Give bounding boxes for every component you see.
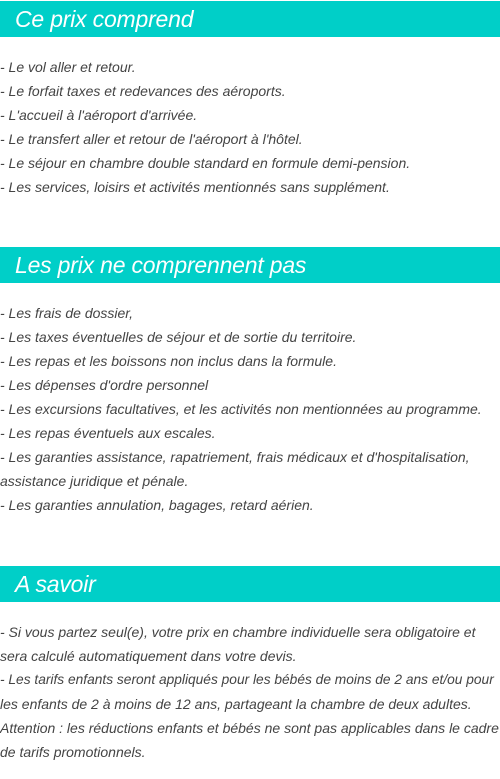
- attention-note: Attention : les réductions enfants et bébés ne sont pas applicables dans le cadre: [0, 720, 499, 736]
- list-item-continued: les enfants de 2 à moins de 12 ans, partageant la chambre de deux adultes.: [0, 696, 472, 712]
- section-title: Les prix ne comprennent pas: [0, 247, 500, 283]
- list-item: - Les dépenses d'ordre personnel: [0, 377, 209, 393]
- attention-note-continued: de tarifs promotionnels.: [0, 744, 146, 760]
- section-title: Ce prix comprend: [0, 1, 500, 37]
- list-item: - Les frais de dossier,: [0, 305, 134, 321]
- list-item: - Le transfert aller et retour de l'aéroport à l'hôtel.: [0, 131, 303, 147]
- list-item: - Les tarifs enfants seront appliqués pour les bébés de moins de 2 ans et/ou pour: [0, 672, 494, 687]
- list-item: - Les repas éventuels aux escales.: [0, 425, 216, 441]
- section-body: [0, 37, 500, 199]
- list-item: - Les garanties assistance, rapatriement, frais médicaux et d'hospitalisation,: [0, 449, 470, 465]
- list-item: - Les taxes éventuelles de séjour et de sortie du territoire.: [0, 329, 357, 345]
- list-item: - Le vol aller et retour.: [0, 59, 136, 75]
- list-item: - Le séjour en chambre double standard en formule demi-pension.: [0, 155, 411, 171]
- list-item: - Les excursions facultatives, et les activités non mentionnées au programme.: [0, 401, 482, 417]
- list-item-continued: sera calculé automatiquement dans votre devis.: [0, 648, 297, 664]
- list-item-continued: assistance juridique et pénale.: [0, 473, 189, 489]
- section-body: [0, 283, 500, 517]
- section-title: A savoir: [0, 566, 500, 602]
- list-item: - L'accueil à l'aéroport d'arrivée.: [0, 107, 198, 123]
- section-price-includes: [0, 1, 500, 199]
- section-price-excludes: [0, 247, 500, 517]
- section-body: [0, 602, 500, 764]
- section-good-to-know: [0, 566, 500, 764]
- list-item: - Le forfait taxes et redevances des aéroports.: [0, 83, 286, 99]
- list-item: - Les garanties annulation, bagages, retard aérien.: [0, 497, 314, 513]
- list-item: - Les services, loisirs et activités mentionnés sans supplément.: [0, 179, 390, 195]
- list-item: - Les repas et les boissons non inclus dans la formule.: [0, 353, 337, 369]
- list-item: - Si vous partez seul(e), votre prix en chambre individuelle sera obligatoire et: [0, 624, 476, 640]
